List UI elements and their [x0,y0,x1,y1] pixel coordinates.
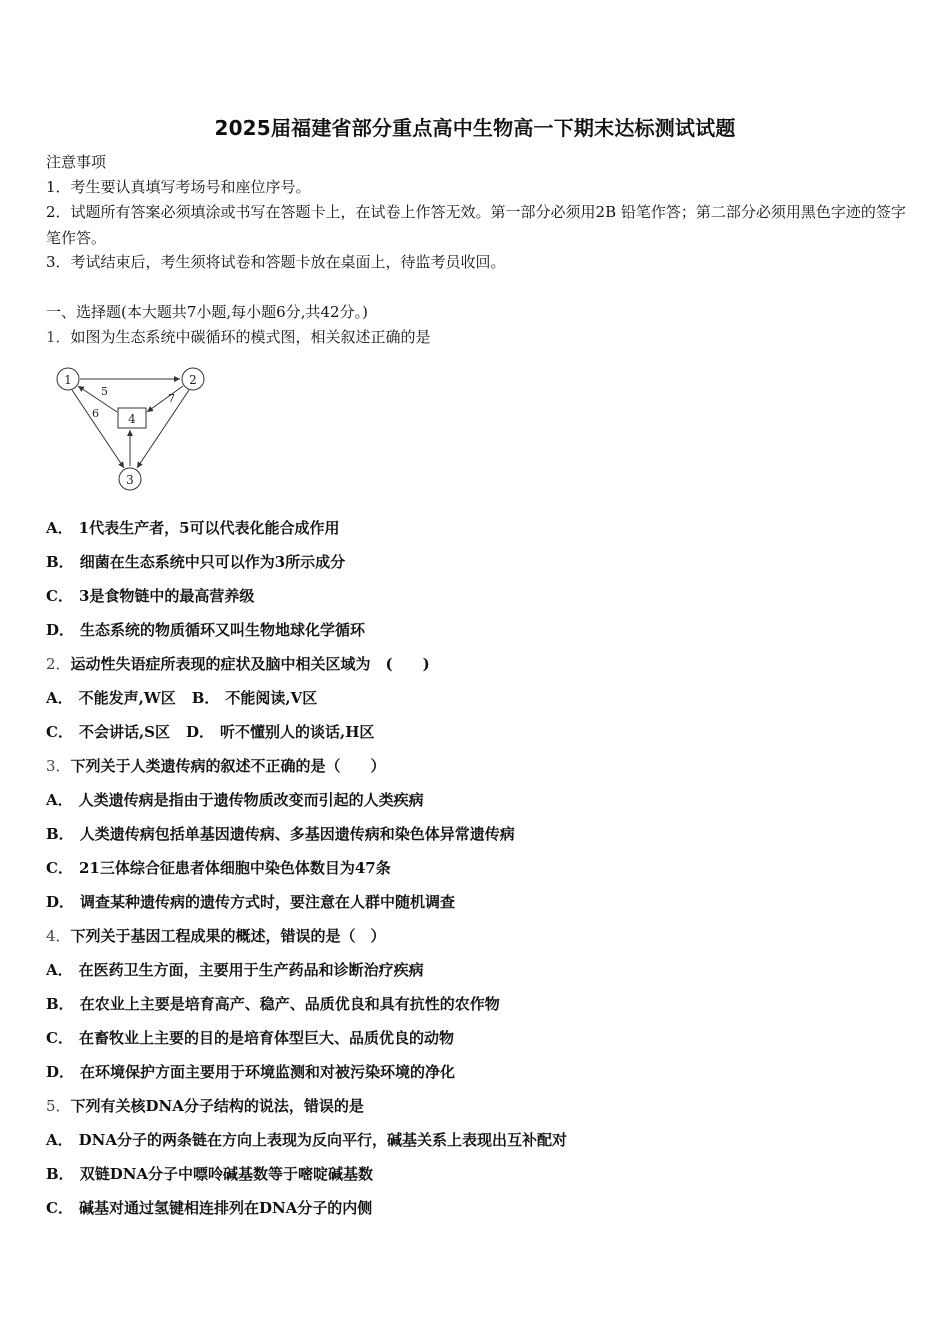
answer-option: C． 碱基对通过氢键相连排列在DNA分子的内侧 [46,1199,373,1217]
page-title: 2025届福建省部分重点高中生物高一下期末达标测试试题 [214,116,736,140]
question-text: 运动性失语症所表现的症状及脑中相关区域为 ( ) [70,655,430,673]
answer-option: C． 21三体综合征患者体细胞中染色体数目为47条 [46,859,391,877]
question-text: 下列关于基因工程成果的概述，错误的是（ ） [70,927,386,945]
diagram-node-label: 2 [189,373,197,387]
answer-option: A． 人类遗传病是指由于遗传物质改变而引起的人类疾病 [46,791,424,809]
answer-option-row: C． 不会讲话,S区 D． 听不懂别人的谈话,H区 [46,723,375,741]
question-stem [46,1096,364,1116]
answer-option: D． 调查某种遗传病的遗传方式时，要注意在人群中随机调查 [46,893,456,911]
question-stem [46,654,430,674]
notice-item: 2．试题所有答案必须填涂或书写在答题卡上，在试卷上作答无效。第一部分必须用2B 铅笔作答；第二部分必须用黑色字迹的签字笔作答。 [46,203,906,247]
answer-option: C． 3是食物链中的最高营养级 [46,587,255,605]
diagram-node-label: 3 [126,473,134,487]
diagram-arrow [147,386,183,412]
answer-option: B． 双链DNA分子中嘌呤碱基数等于嘧啶碱基数 [46,1165,374,1183]
answer-option: B． 细菌在生态系统中只可以作为3所示成分 [46,553,346,571]
diagram-arrow [137,390,189,468]
question-stem [46,327,431,347]
answer-option: C． 在畜牧业上主要的目的是培育体型巨大、品质优良的动物 [46,1029,454,1047]
question-text: 如图为生态系统中碳循环的模式图，相关叙述正确的是 [70,328,431,346]
question-stem [46,756,386,776]
carbon-cycle-diagram [46,358,216,498]
answer-option: A． 1代表生产者，5可以代表化能合成作用 [46,519,340,537]
diagram-node-label: 4 [128,412,136,426]
diagram-arrow-label: 6 [92,407,99,420]
diagram-arrow-label: 7 [168,392,175,405]
notice-item: 1．考生要认真填写考场号和座位序号。 [46,178,311,196]
notice-heading: 注意事项 [46,153,107,171]
question-number: 4． [46,927,71,945]
answer-option: B． 在农业上主要是培育高产、稳产、品质优良和具有抗性的农作物 [46,995,500,1013]
answer-option: B． 人类遗传病包括单基因遗传病、多基因遗传病和染色体异常遗传病 [46,825,515,843]
question-stem [46,926,386,946]
answer-option: D． 生态系统的物质循环又叫生物地球化学循环 [46,621,366,639]
question-text: 下列有关核DNA分子结构的说法，错误的是 [70,1097,364,1115]
answer-option: A． 在医药卫生方面，主要用于生产药品和诊断治疗疾病 [46,961,424,979]
question-number: 3． [46,757,71,775]
diagram-arrow [72,390,124,468]
question-number: 2． [46,655,71,673]
section-heading: 一、选择题(本大题共7小题,每小题6分,共42分。) [46,303,368,321]
answer-option: D． 在环境保护方面主要用于环境监测和对被污染环境的净化 [46,1063,456,1081]
diagram-node-label: 1 [64,373,72,387]
diagram-arrow-label: 5 [101,385,108,398]
question-number: 5． [46,1097,71,1115]
question-text: 下列关于人类遗传病的叙述不正确的是（ ） [70,757,386,775]
notice-item: 3．考试结束后，考生须将试卷和答题卡放在桌面上，待监考员收回。 [46,253,506,271]
answer-option-row: A． 不能发声,W区 B． 不能阅读,V区 [46,689,318,707]
question-number: 1． [46,328,71,346]
answer-option: A． DNA分子的两条链在方向上表现为反向平行，碱基关系上表现出互补配对 [46,1131,568,1149]
